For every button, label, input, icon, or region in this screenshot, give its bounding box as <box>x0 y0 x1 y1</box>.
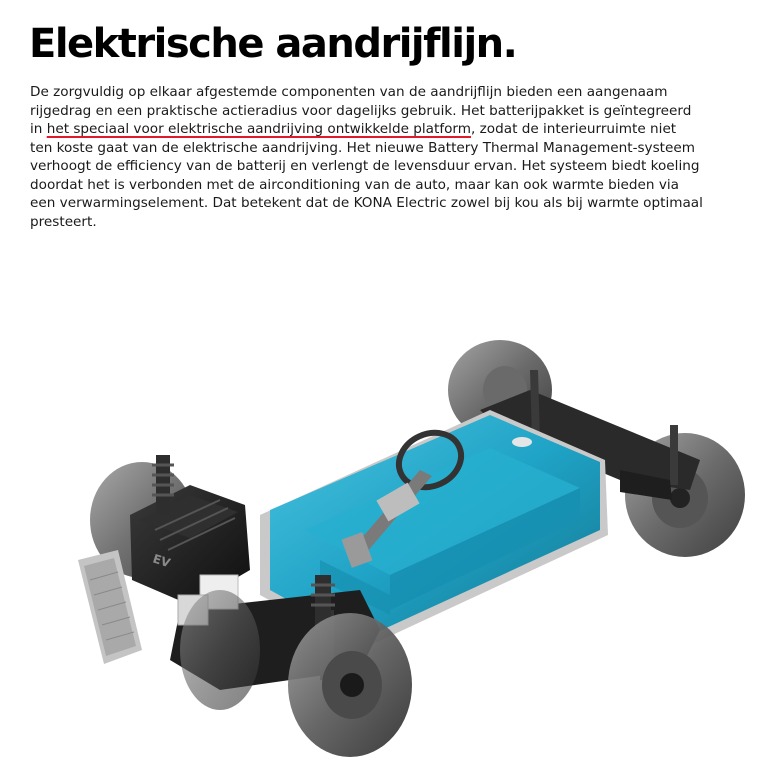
ev-chassis-illustration <box>60 330 750 770</box>
paragraph-line-2: rijgedrag en een praktische actieradius voor dagelijks gebruik. Het batterijpakket is geïntegreerd <box>30 102 692 119</box>
paragraph-line-3 <box>30 120 677 139</box>
page-title: Elektrische aandrijflijn. <box>29 21 517 67</box>
paragraph-line-3-start: in <box>30 121 47 137</box>
paragraph-line-8: presteert. <box>30 213 97 230</box>
paragraph-line-3-end: , zodat de interieurruimte niet <box>471 121 677 137</box>
paragraph-line-7: een verwarmingselement. Dat betekent dat de KONA Electric zowel bij kou als bij warmte optimaal <box>30 195 703 211</box>
paragraph-line-5: verhoogt de efficiency van de batterij en verlengt de levensduur ervan. Het systeem biedt koeling <box>30 158 700 174</box>
motor-badge: EV <box>151 551 173 571</box>
body-paragraph <box>30 83 703 231</box>
paragraph-line-4: ten koste gaat van de elektrische aandrijving. Het nieuwe Battery Thermal Management-systeem <box>30 139 695 156</box>
paragraph-line-6: doordat het is verbonden met de airconditioning van de auto, maar kan ook warmte bieden via <box>30 176 679 193</box>
paragraph-line-1: De zorgvuldig op elkaar afgestemde componenten van de aandrijflijn bieden een aangenaam <box>30 84 668 100</box>
highlighted-phrase: het speciaal voor elektrische aandrijving ontwikkelde platform <box>46 121 472 137</box>
